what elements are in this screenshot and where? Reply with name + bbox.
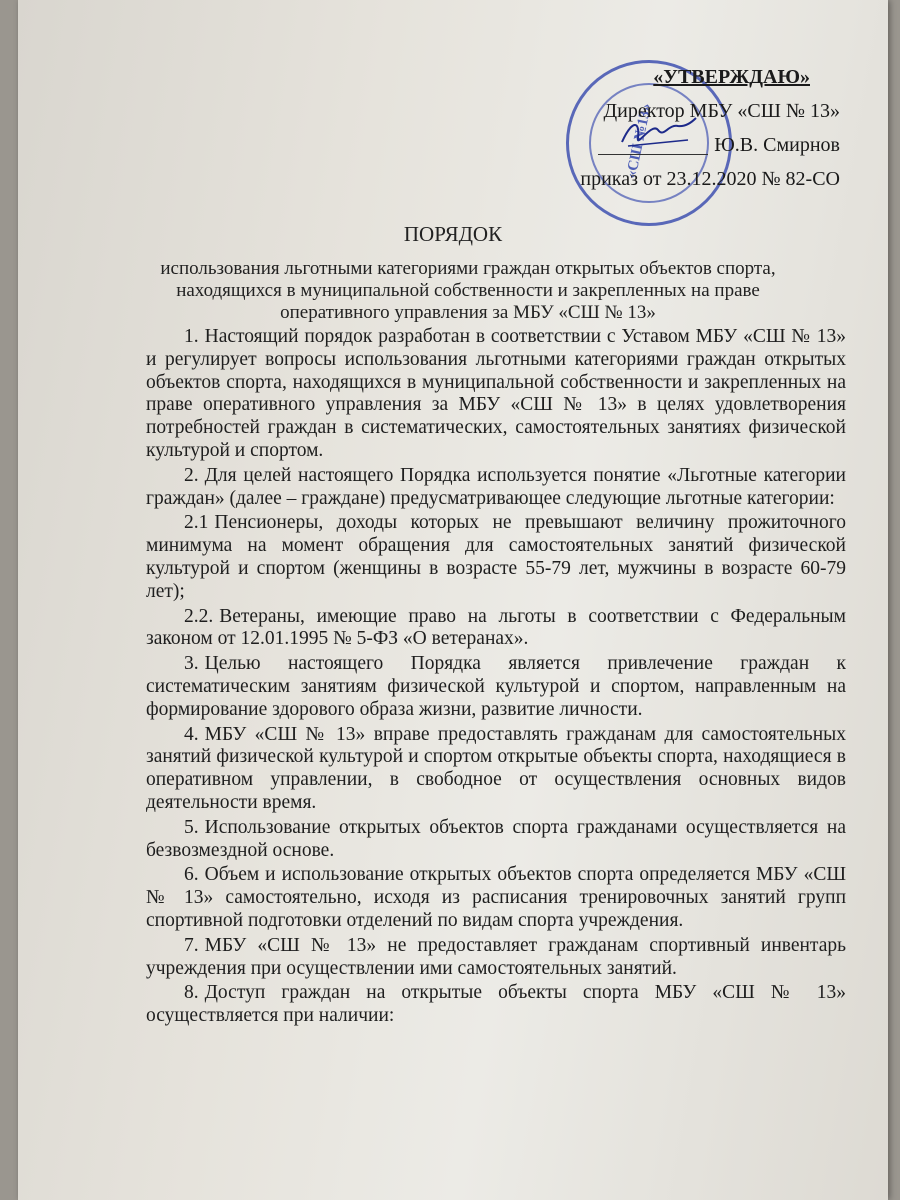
paragraph-number: 4.	[184, 723, 199, 745]
document-subtitle: использования льготными категориями граждан открытых объектов спорта, находящихся в муниципальной собственности и закрепленных на праве оперативного управления за МБУ «СШ № 13»	[160, 258, 776, 323]
paragraph-text: Пенсионеры, доходы которых не превышают величину прожиточного минимума на момент обращения для самостоятельных занятий физической культурой и спортом (женщины в возрасте 55-79 лет, мужчины в возрасте 60-79 лет);	[146, 512, 846, 602]
approval-sign-line	[540, 128, 840, 162]
approval-position: Директор МБУ «СШ № 13»	[603, 100, 840, 122]
paragraph-text: Доступ граждан на открытые объекты спорта МБУ «СШ № 13» осуществляется при наличии:	[146, 982, 846, 1027]
paragraph-text: Настоящий порядок разработан в соответствии с Уставом МБУ «СШ № 13» и регулирует вопросы использования льготными категориями граждан открытых объектов спорта, находящихся в муниципальной собственности и закрепленных на праве оперативного управления за МБУ «СШ № 13» в целях удовлетворения потребностей граждан в систематических, самостоятельных занятиях физической культурой и спортом.	[146, 326, 846, 461]
paragraph	[146, 935, 846, 981]
paragraph	[146, 864, 846, 932]
stamp-text: «СШ №13»	[623, 102, 655, 180]
paragraph-number: 7.	[184, 934, 199, 956]
paragraph-number: 2.2.	[184, 605, 214, 627]
paragraph-number: 8.	[184, 982, 199, 1004]
approval-order: приказ от 23.12.2020 № 82-СО	[580, 168, 840, 190]
signature-underline	[598, 136, 708, 155]
paragraph	[146, 512, 846, 603]
paragraph	[146, 653, 846, 721]
paragraph	[146, 724, 846, 815]
paragraph-number: 2.1	[184, 512, 209, 534]
paragraph-number: 1.	[184, 326, 199, 347]
paragraph-text: Объем и использование открытых объектов спорта определяется МБУ «СШ № 13» самостоятельно, исходя из расписания тренировочных занятий групп спортивной подготовки отделений по видам спорта учреждения.	[146, 864, 846, 931]
approval-block	[540, 60, 840, 196]
paragraph	[146, 982, 846, 1028]
document-page	[18, 0, 888, 1200]
paragraph-text: Использование открытых объектов спорта гражданами осуществляется на безвозмездной основе.	[146, 816, 846, 861]
paragraph	[146, 326, 846, 463]
paragraph-text: МБУ «СШ № 13» вправе предоставлять гражданам для самостоятельных занятий физической культурой и спортом открытые объекты спорта, находящиеся в оперативном управлении, в свободное от осуществления основных видов деятельности время.	[146, 723, 846, 813]
paragraph-text: МБУ «СШ № 13» не предоставляет гражданам спортивный инвентарь учреждения при осуществлении ими самостоятельных занятий.	[146, 934, 846, 979]
paragraph-number: 2.	[184, 464, 199, 486]
document-title: ПОРЯДОК	[403, 222, 503, 246]
paragraph-text: Для целей настоящего Порядка используется понятие «Льготные категории граждан» (далее – граждане) предусматривающее следующие льготные категории:	[146, 464, 846, 509]
paragraph-text: Ветераны, имеющие право на льготы в соответствии с Федеральным законом от 12.01.1995 № 5-ФЗ «О ветеранах».	[146, 605, 846, 650]
paragraph	[146, 606, 846, 652]
document-body	[146, 326, 846, 1030]
paragraph	[146, 817, 846, 863]
paragraph	[146, 465, 846, 511]
paragraph-number: 6.	[184, 864, 199, 886]
paragraph-text: Целью настоящего Порядка является привлечение граждан к систематическим занятиям физической культурой и спортом, направленным на формирование здорового образа жизни, развитие личности.	[146, 653, 846, 720]
paragraph-number: 3.	[184, 653, 199, 675]
paragraph-number: 5.	[184, 816, 199, 838]
approval-title: «УТВЕРЖДАЮ»	[653, 66, 810, 88]
approval-name: Ю.В. Смирнов	[714, 134, 840, 156]
